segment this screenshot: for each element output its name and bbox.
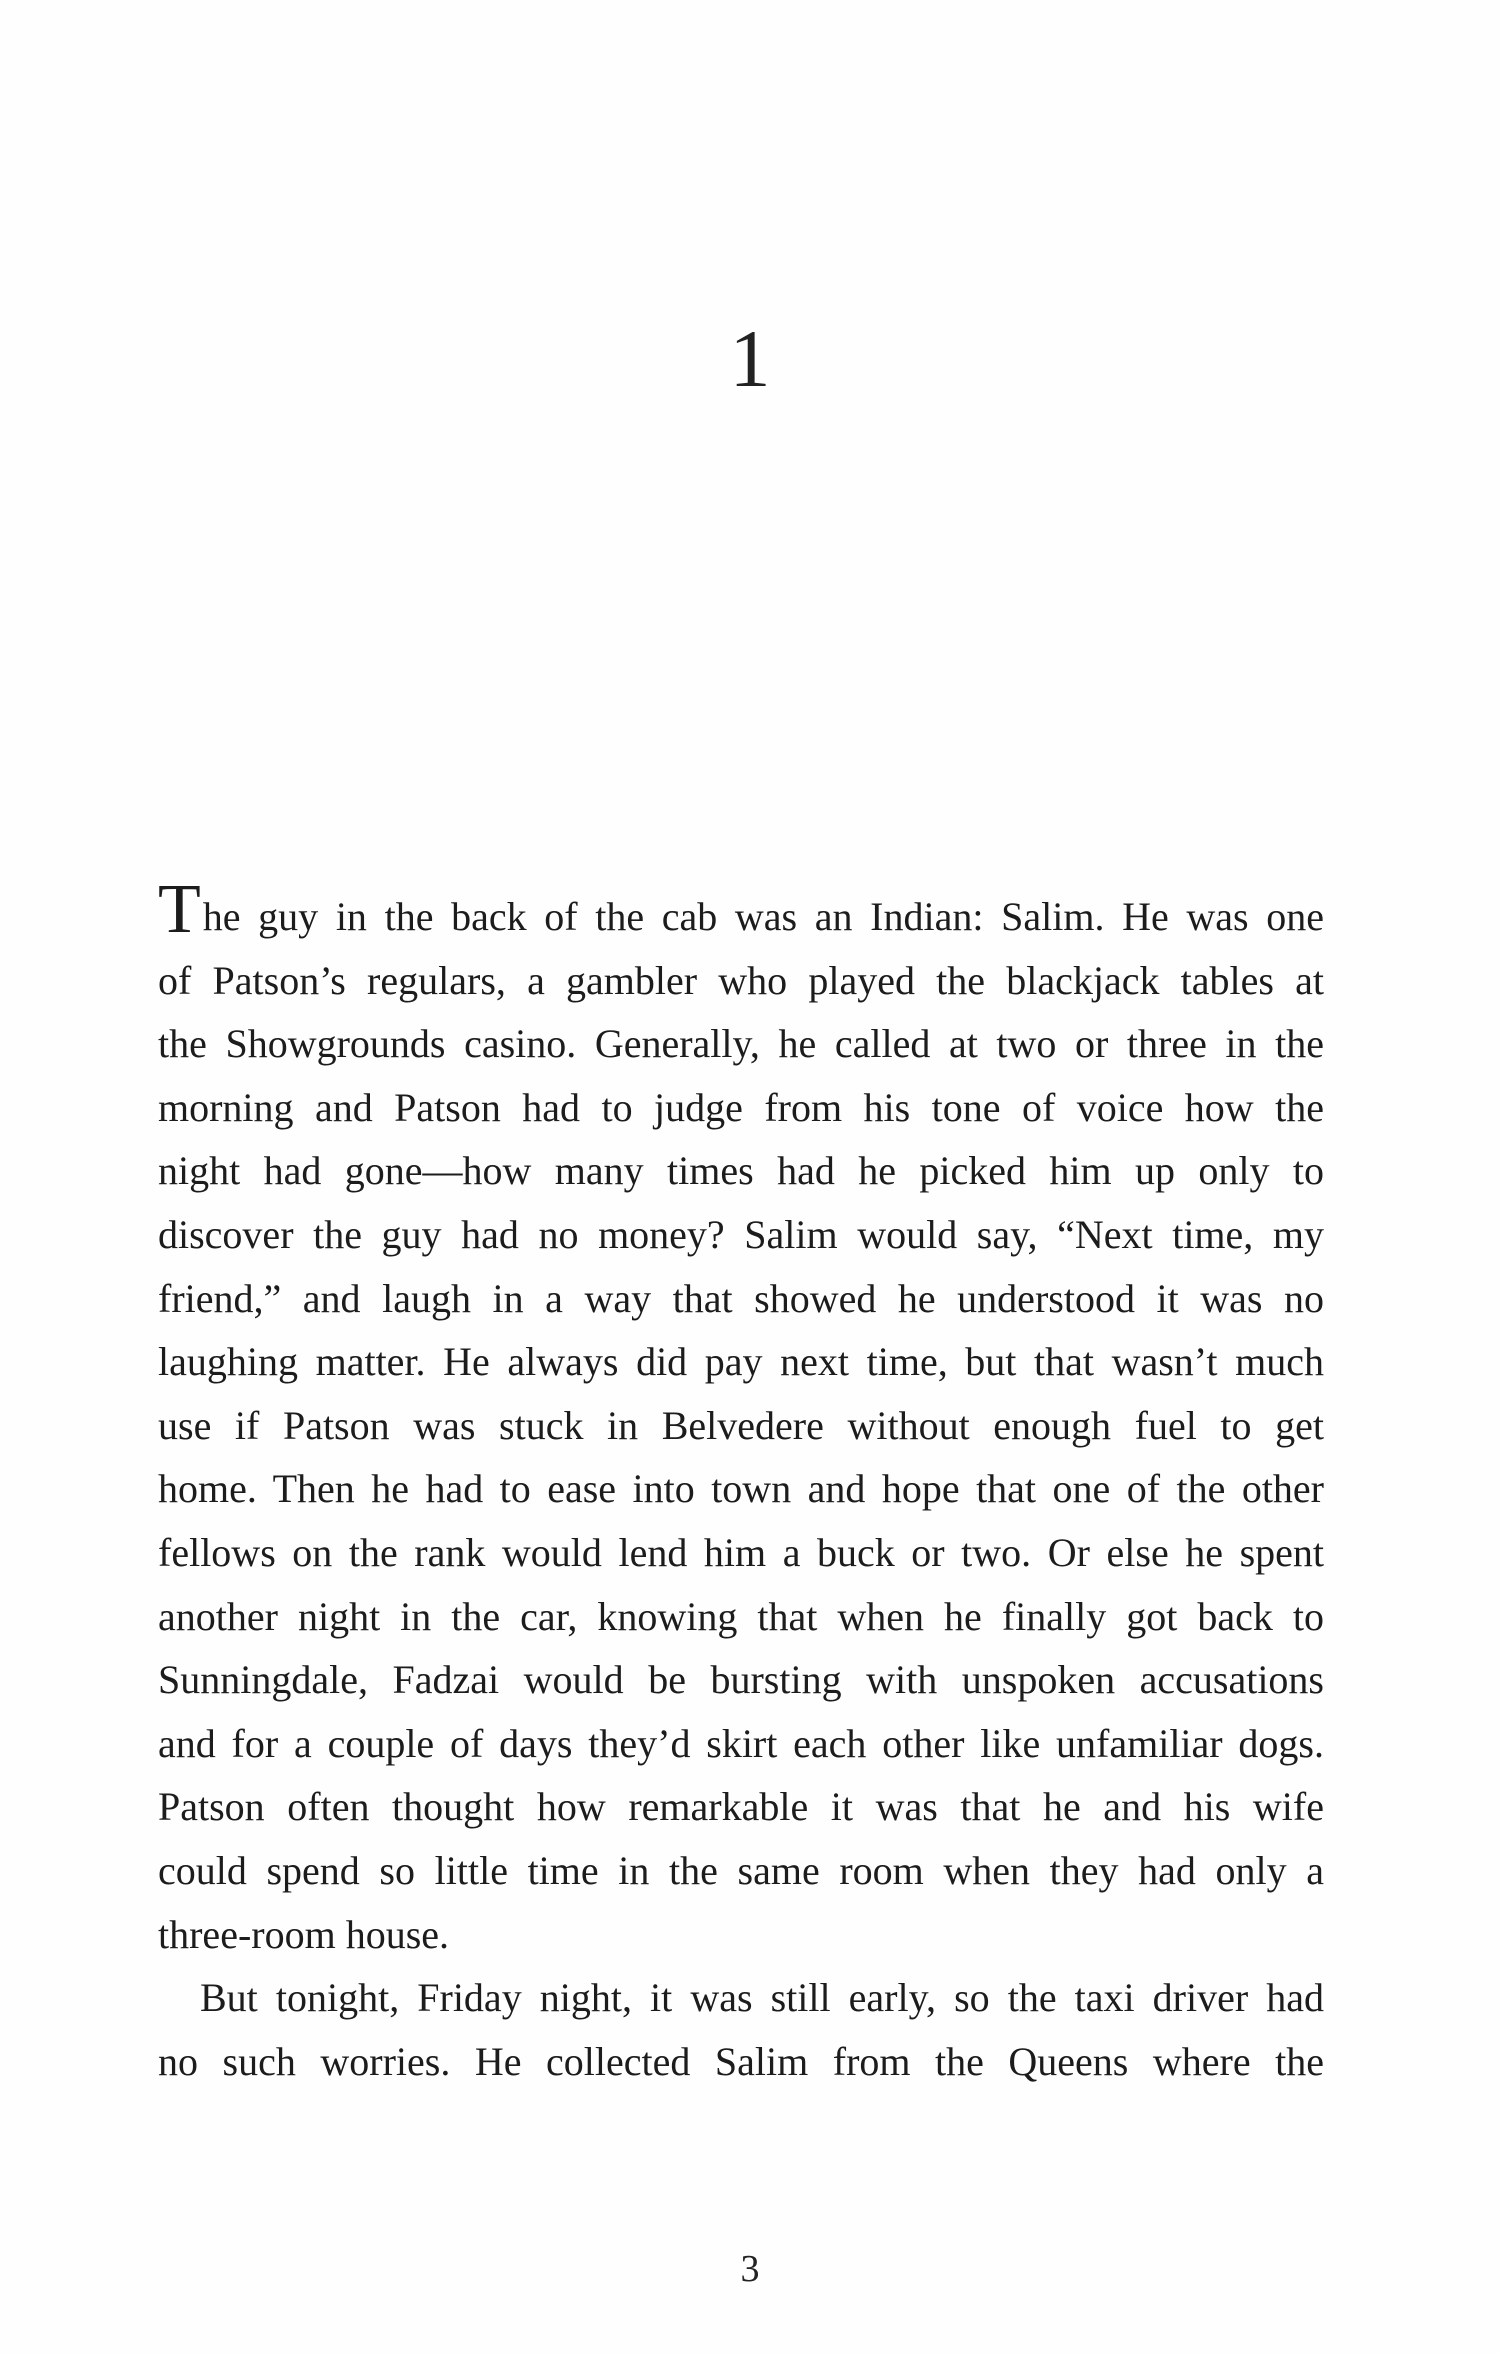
text-line: another night in the car, knowing that when he finally got back to [158,1593,1324,1639]
text-line: could spend so little time in the same room when they had only a [158,1847,1324,1893]
text-line: three-room house. [158,1911,450,1957]
text-line: the Showgrounds casino. Generally, he called at two or three in the [158,1021,1324,1067]
page-number: 3 [740,2248,760,2290]
text-line: home. Then he had to ease into town and hope that one of the other [158,1466,1324,1512]
text-line: no such worries. He collected Salim from the Queens where the [158,2038,1324,2084]
text-line: laughing matter. He always did pay next time, but that wasn’t much [158,1339,1324,1385]
text-line: Patson often thought how remarkable it was that he and his wife [158,1784,1324,1830]
drop-cap: T [158,871,201,948]
text-line: use if Patson was stuck in Belvedere without enough fuel to get [158,1402,1324,1448]
chapter-number: 1 [729,313,771,404]
text-line: friend,” and laugh in a way that showed he understood it was no [158,1275,1324,1321]
text-line: Sunningdale, Fadzai would be bursting with unspoken accusations [158,1657,1324,1703]
text-line: fellows on the rank would lend him a buck or two. Or else he spent [158,1529,1324,1575]
text-line: and for a couple of days they’d skirt each other like unfamiliar dogs. [158,1720,1324,1766]
first-line-text: he guy in the back of the cab was an Indian: Salim. He was one [202,894,1324,939]
text-line [158,871,1324,949]
body-text [158,871,1324,2093]
text-line: But tonight, Friday night, it was still early, so the taxi driver had [200,1975,1324,2021]
text-line: morning and Patson had to judge from his tone of voice how the [158,1084,1324,1130]
text-line: discover the guy had no money? Salim would say, “Next time, my [158,1211,1324,1257]
text-line: night had gone—how many times had he picked him up only to [158,1148,1324,1194]
text-line: of Patson’s regulars, a gambler who played the blackjack tables at [158,957,1324,1003]
